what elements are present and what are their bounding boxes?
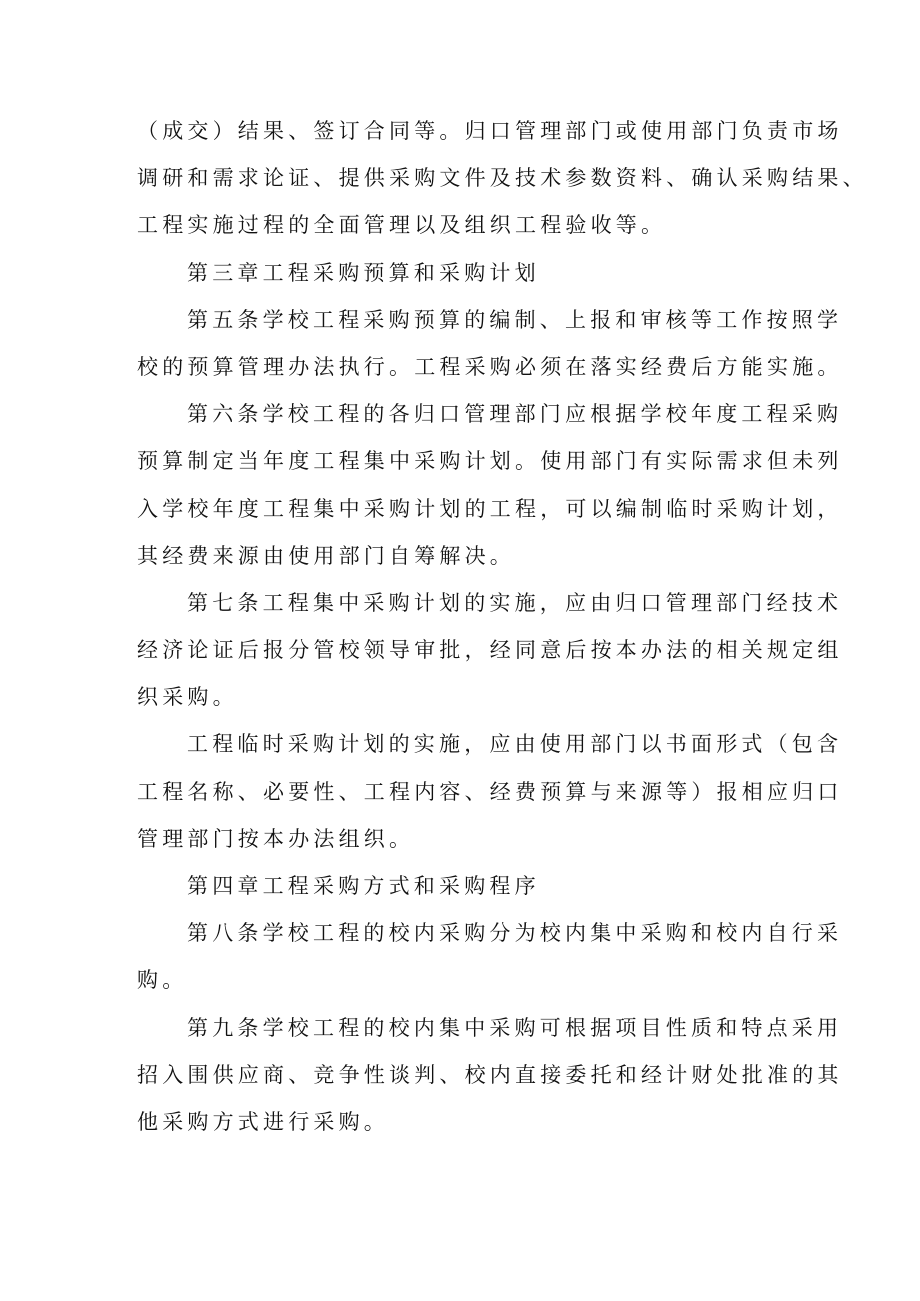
article-7-line-1: 第七条工程集中采购计划的实施，应由归口管理部门经技术: [187, 590, 843, 615]
article-5-line-1: 第五条学校工程采购预算的编制、上报和审核等工作按照学: [187, 307, 843, 332]
article-6-line-4: 其经费来源由使用部门自筹解决。: [137, 543, 515, 568]
article-6-line-1: 第六条学校工程的各归口管理部门应根据学校年度工程采购: [187, 402, 843, 427]
article-8-line-2: 购。: [137, 968, 188, 993]
document-body: [137, 108, 868, 1146]
text-line-1: （成交）结果、签订合同等。归口管理部门或使用部门负责市场: [137, 119, 843, 143]
article-6-line-2: 预算制定当年度工程集中采购计划。使用部门有实际需求但未列: [137, 449, 843, 474]
article-6-line-3: 入学校年度工程集中采购计划的工程，可以编制临时采购计划，: [137, 496, 843, 521]
article-9-line-2: 招入围供应商、竞争性谈判、校内直接委托和经计财处批准的其: [137, 1062, 843, 1087]
temporary-plan-line-2: 工程名称、必要性、工程内容、经费预算与来源等）报相应归口: [137, 779, 843, 804]
chapter-3-heading: 第三章工程采购预算和采购计划: [187, 260, 540, 285]
temporary-plan-line-1: 工程临时采购计划的实施，应由使用部门以书面形式（包含: [187, 732, 843, 757]
article-7-line-2: 经济论证后报分管校领导审批，经同意后按本办法的相关规定组: [137, 638, 843, 663]
article-7-line-3: 织采购。: [137, 685, 238, 710]
text-line-3: 工程实施过程的全面管理以及组织工程验收等。: [137, 213, 667, 238]
chapter-4-heading: 第四章工程采购方式和采购程序: [187, 874, 540, 898]
article-9-line-1: 第九条学校工程的校内集中采购可根据项目性质和特点采用: [187, 1015, 843, 1040]
temporary-plan-line-3: 管理部门按本办法组织。: [137, 826, 415, 851]
article-5-line-2: 校的预算管理办法执行。工程采购必须在落实经费后方能实施。: [137, 354, 843, 379]
text-line-2: 调研和需求论证、提供采购文件及技术参数资料、确认采购结果、: [137, 166, 868, 191]
article-8-line-1: 第八条学校工程的校内采购分为校内集中采购和校内自行采: [187, 921, 843, 946]
article-9-line-3: 他采购方式进行采购。: [137, 1109, 389, 1134]
